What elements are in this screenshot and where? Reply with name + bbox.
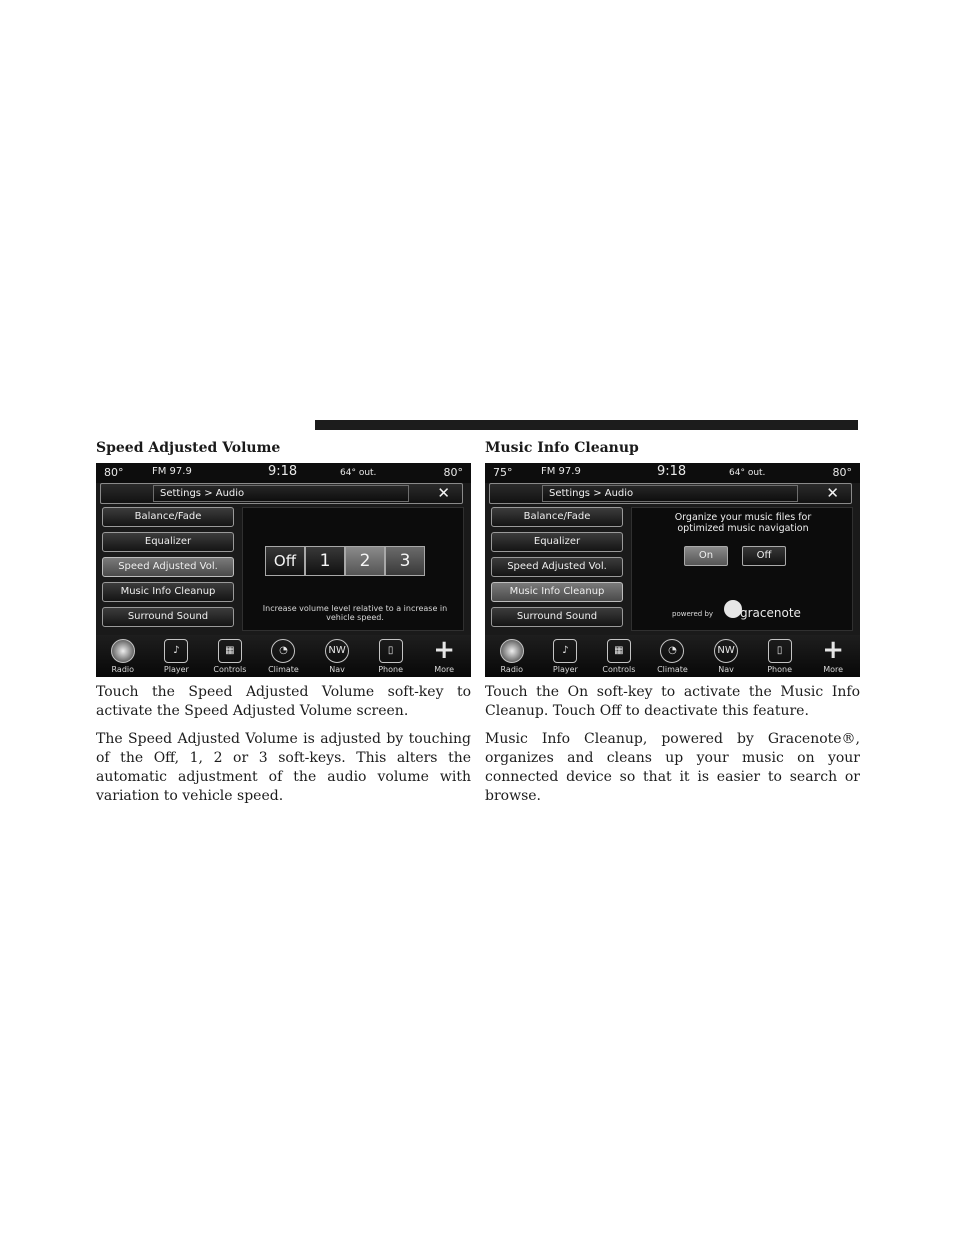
volume-2-button[interactable]: 2 [345,546,385,576]
volume-panel [242,507,464,631]
nav-nav[interactable]: NW Nav [700,635,752,677]
radio-station: FM 97.9 [541,466,581,477]
nav-nav[interactable]: NW Nav [311,635,363,677]
clock: 9:18 [657,464,687,479]
outside-temp: 64° out. [340,468,377,478]
header-rule [315,420,858,430]
plus-icon: + [822,635,845,665]
radio-station: FM 97.9 [152,466,192,477]
radio-icon [500,639,524,663]
body-paragraph: Music Info Cleanup, powered by Gracenote®, organizes and cleans up your music on your connected device so that it is easier to search or browse. [485,731,860,804]
nav-more[interactable]: + More [433,635,456,674]
status-bar [485,463,860,483]
outside-temp: 64° out. [729,468,766,478]
audio-menu [102,507,236,632]
controls-icon: ▦ [218,639,242,663]
volume-selector [265,546,427,582]
nav-more[interactable]: + More [822,635,845,674]
menu-music-info-cleanup[interactable]: Music Info Cleanup [491,582,623,602]
breadcrumb: Settings > Audio [153,485,409,502]
passenger-temp: 80° [443,466,463,479]
on-button[interactable]: On [684,546,728,566]
menu-surround-sound[interactable]: Surround Sound [102,607,234,627]
nav-controls[interactable]: ▦ Controls [204,635,256,677]
off-button[interactable]: Off [742,546,786,566]
menu-equalizer[interactable]: Equalizer [102,532,234,552]
plus-icon: + [433,635,456,665]
menu-balance-fade[interactable]: Balance/Fade [102,507,234,527]
controls-icon: ▦ [607,639,631,663]
climate-icon: ◔ [271,639,295,663]
nav-player[interactable]: ♪ Player [150,635,202,677]
menu-speed-adjusted-vol[interactable]: Speed Adjusted Vol. [102,557,234,577]
menu-speed-adjusted-vol[interactable]: Speed Adjusted Vol. [491,557,623,577]
close-icon[interactable]: ✕ [437,484,450,502]
body-paragraph: The Speed Adjusted Volume is adjusted by touching of the Off, 1, 2 or 3 soft-keys. This alters the automatic adjustment of the audio volume with variation to vehicle speed. [96,731,471,804]
close-icon[interactable]: ✕ [826,484,839,502]
volume-description: Increase volume level relative to a increase in vehicle speed. [262,604,448,622]
status-bar [96,463,471,483]
compass-icon: NW [325,639,349,663]
music-cleanup-panel [631,507,853,631]
nav-climate[interactable]: ◔ Climate [257,635,309,677]
menu-music-info-cleanup[interactable]: Music Info Cleanup [102,582,234,602]
nav-phone[interactable]: ▯ Phone [365,635,417,677]
menu-equalizer[interactable]: Equalizer [491,532,623,552]
volume-3-button[interactable]: 3 [385,546,425,576]
nav-controls[interactable]: ▦ Controls [593,635,645,677]
title-bar [100,483,463,504]
nav-climate[interactable]: ◔ Climate [646,635,698,677]
body-paragraph: Touch the Speed Adjusted Volume soft-key to activate the Speed Adjusted Volume screen. [96,684,471,719]
phone-icon: ▯ [768,639,792,663]
clock: 9:18 [268,464,298,479]
section-heading: Music Info Cleanup [485,440,639,456]
gracenote-wordmark: gracenote [740,606,801,620]
title-bar [489,483,852,504]
phone-icon: ▯ [379,639,403,663]
speed-volume-screen [96,463,471,677]
nav-radio[interactable]: Radio [97,635,149,677]
volume-off-button[interactable]: Off [265,546,305,576]
organize-line-1: Organize your music files for [674,512,812,523]
player-icon: ♪ [164,639,188,663]
nav-phone[interactable]: ▯ Phone [754,635,806,677]
music-cleanup-screen [485,463,860,677]
driver-temp: 80° [104,466,124,479]
body-paragraph: Touch the On soft-key to activate the Music Info Cleanup. Touch Off to deactivate this feature. [485,684,860,719]
radio-icon [111,639,135,663]
music-info-cleanup-section [485,438,860,806]
breadcrumb: Settings > Audio [542,485,798,502]
bottom-nav-bar [485,635,860,677]
passenger-temp: 80° [832,466,852,479]
nav-player[interactable]: ♪ Player [539,635,591,677]
bottom-nav-bar [96,635,471,677]
organize-line-2: optimized music navigation [677,523,809,534]
audio-menu [491,507,625,632]
speed-adjusted-volume-section [96,438,471,806]
nav-radio[interactable]: Radio [486,635,538,677]
menu-surround-sound[interactable]: Surround Sound [491,607,623,627]
powered-by-label: powered by [672,610,714,618]
driver-temp: 75° [493,466,513,479]
menu-balance-fade[interactable]: Balance/Fade [491,507,623,527]
organize-text [638,512,848,534]
player-icon: ♪ [553,639,577,663]
section-heading: Speed Adjusted Volume [96,440,281,456]
climate-icon: ◔ [660,639,684,663]
compass-icon: NW [714,639,738,663]
volume-1-button[interactable]: 1 [305,546,345,576]
